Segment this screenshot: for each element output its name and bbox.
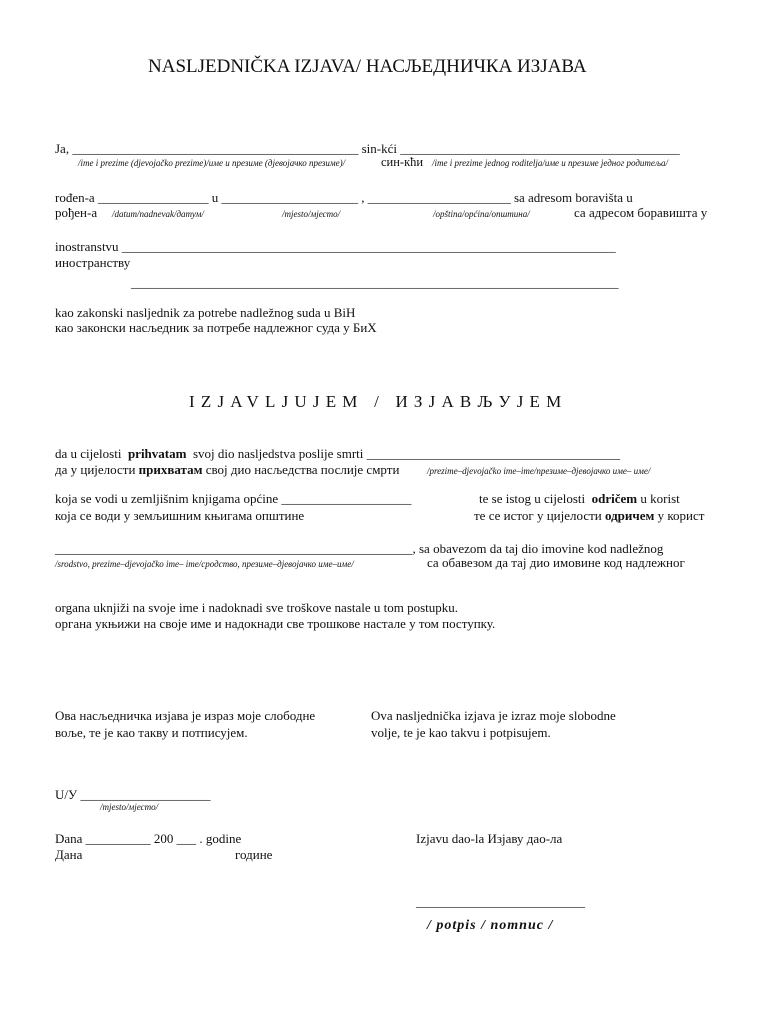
land-registry-line: koja se vodi u zemljišnim knjigama općine ____________________ — [55, 491, 412, 506]
date-cyr-label: Дана — [55, 847, 83, 862]
renounce-cyr-pre: те се истог у цијелости — [474, 508, 602, 523]
place-field: U/У ____________________ — [55, 787, 211, 802]
renounce-cyr-line — [474, 509, 704, 522]
legal-heir-line: kao zakonski nasljednik za potrebe nadležnog suda u BiH — [55, 305, 356, 320]
beneficiary-line: _______________________________________________________, sa obavezom da taj dio imovine kod nadležnog — [55, 541, 664, 556]
renounce-pre: te se istog u cijelosti — [479, 491, 586, 506]
renounce-post: u korist — [640, 491, 680, 506]
accept-cyr-keyword: прихватам — [138, 462, 203, 477]
accept-text-post: svoj dio nasljedstva poslije smrti _______________________________________ — [192, 446, 621, 461]
signature-label: / potpis / потпис / — [427, 918, 554, 933]
accept-text-pre: da u cijelosti — [55, 446, 122, 461]
parent-caption: /ime i prezime jednog roditelja/име и презиме једног родитеља/ — [432, 158, 669, 168]
birth-place-caption: /mjesto/мјесто/ — [282, 209, 341, 219]
accept-cyr-pre: да у цијелости — [55, 462, 136, 477]
land-registry-cyr-line: која се води у земљишним књигама општине — [55, 508, 305, 523]
name-caption: /ime i prezime (djevojačko prezime)/име и презиме (дјевојачко презиме)/ — [78, 158, 346, 168]
birth-line: rođen-a _________________ u _____________________ , ______________________ sa adresom boravišta u — [55, 190, 633, 205]
renounce-cyr-keyword: одричем — [604, 508, 655, 523]
accept-keyword: prihvatam — [127, 446, 187, 461]
renounce-cyr-post: у корист — [657, 508, 705, 523]
renounce-line — [479, 492, 680, 505]
birth-cyr-label: рођен-а — [55, 205, 98, 220]
birth-date-caption: /datum/nadnevak/датум/ — [112, 209, 204, 219]
deceased-caption: /prezime–djevojačko ime–ime/презиме–дјевојачко име– име/ — [427, 466, 651, 476]
signature-line: __________________________ — [416, 894, 585, 909]
abroad-second-line: ___________________________________________________________________________ — [131, 275, 619, 290]
registration-cyr-line: органа укњижи на своје име и надокнади све трошкове настале у том поступку. — [55, 616, 496, 631]
free-will-cyr-2: воље, те је као такву и потписујем. — [55, 725, 248, 740]
accept-cyr-post: свој дио насљедства послије смрти — [205, 462, 400, 477]
beneficiary-caption: /srodstvo, prezime–djevojačko ime– ime/сродство, презиме–дјевојачко име–име/ — [55, 559, 354, 569]
son-daughter-cyr: син-кћи — [381, 155, 424, 169]
declarant-label: Izjavu dao-la Изјаву дао-ла — [416, 831, 563, 846]
abroad-cyr-label: иностранству — [55, 255, 131, 270]
place-caption: /mjesto/мјесто/ — [100, 802, 159, 812]
free-will-lat-2: volje, te je kao takvu i potpisujem. — [371, 725, 551, 740]
name-parent-line: Ja, ____________________________________________ sin-kći ___________________________________________ — [55, 141, 680, 156]
abroad-line: inostranstvu ____________________________________________________________________________ — [55, 239, 616, 254]
municipality-caption: /opština/općina/општина/ — [433, 209, 530, 219]
obligation-cyr-line: са обавезом да тај дио имовине код надлежног — [427, 555, 685, 570]
residence-cyr-label: са адресом боравишта у — [574, 205, 708, 220]
accept-line — [55, 447, 620, 460]
accept-cyr-line — [55, 463, 399, 476]
free-will-lat-1: Ova nasljednička izjava je izraz moje slobodne — [371, 708, 616, 723]
document-title: NASLJEDNIČKA IZJAVA/ НАСЉЕДНИЧКА ИЗЈАВА — [148, 56, 587, 77]
declaration-heading: IZJAVLJUJEM / ИЗЈАВЉУЈЕМ — [189, 392, 568, 411]
free-will-cyr-1: Ова насљедничка изјава је израз моје слободне — [55, 708, 316, 723]
registration-line: organa uknjiži na svoje ime i nadoknadi sve troškove nastale u tom postupku. — [55, 600, 459, 615]
legal-heir-cyr-line: као законски насљедник за потребе надлежног суда у БиХ — [55, 320, 377, 335]
date-field: Dana __________ 200 ___ . godine — [55, 831, 242, 846]
renounce-keyword: odričem — [591, 491, 638, 506]
year-cyr-label: године — [235, 847, 273, 862]
